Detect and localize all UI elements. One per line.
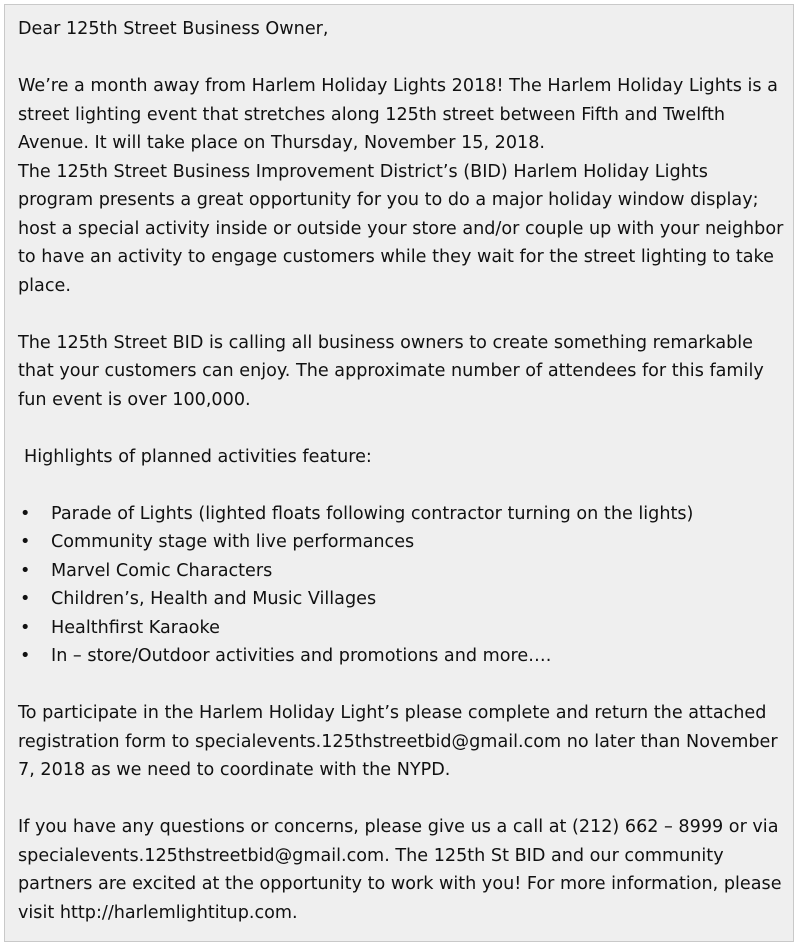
highlights-list (18, 500, 788, 671)
program-paragraph: The 125th Street Business Improvement District’s (BID) Harlem Holiday Lights program presents a great opportunity for you to do a major holiday window display; host a special activity inside or outside your store and/or couple up with your neighbor to have an activity to engage customers while they wait for the street lighting to take place. (18, 161, 784, 296)
bullet-icon: • (20, 560, 31, 581)
letter-body (18, 15, 788, 927)
list-item (18, 557, 788, 586)
contact-paragraph: If you have any questions or concerns, please give us a call at (212) 662 – 8999 or via specialevents.125thstreetbid@gmail.com. The 125th St BID and our community partners are excited at the opportunity to work with you! For more information, please visit http://harlemlightitup.com. (18, 817, 782, 923)
participate-paragraph: To participate in the Harlem Holiday Light’s please complete and return the attached registration form to specialevents.125thstreetbid@gmail.com no later than November 7, 2018 as we need to coordinate with the NYPD. (18, 703, 778, 780)
intro-paragraph: We’re a month away from Harlem Holiday Lights 2018! The Harlem Holiday Lights is a street lighting event that stretches along 125th street between Fifth and Twelfth Avenue. It will take place on Thursday, November 15, 2018. (18, 76, 778, 153)
bullet-icon: • (20, 532, 31, 552)
call-to-owners-paragraph: The 125th Street BID is calling all business owners to create something remarkable that your customers can enjoy. The approximate number of attendees for this family fun event is over 100,000. (18, 332, 764, 410)
list-item (18, 614, 788, 643)
highlights-label: Highlights of planned activities feature: (24, 446, 372, 467)
list-item-text: Marvel Comic Characters (51, 560, 273, 581)
list-item-text: Parade of Lights (lighted floats following contractor turning on the lights) (51, 503, 694, 524)
list-item (18, 528, 788, 557)
bullet-icon: • (20, 589, 31, 609)
bullet-icon: • (20, 503, 31, 524)
list-item (18, 642, 788, 671)
list-item-text: In – store/Outdoor activities and promotions and more…. (51, 646, 552, 666)
letter-page (4, 4, 794, 942)
list-item (18, 500, 788, 529)
list-item-text: Children’s, Health and Music Villages (51, 589, 377, 609)
list-item (18, 585, 788, 614)
salutation: Dear 125th Street Business Owner, (18, 19, 329, 39)
list-item-text: Healthfirst Karaoke (51, 617, 220, 638)
list-item-text: Community stage with live performances (51, 532, 415, 552)
bullet-icon: • (20, 646, 31, 666)
bullet-icon: • (20, 617, 31, 638)
